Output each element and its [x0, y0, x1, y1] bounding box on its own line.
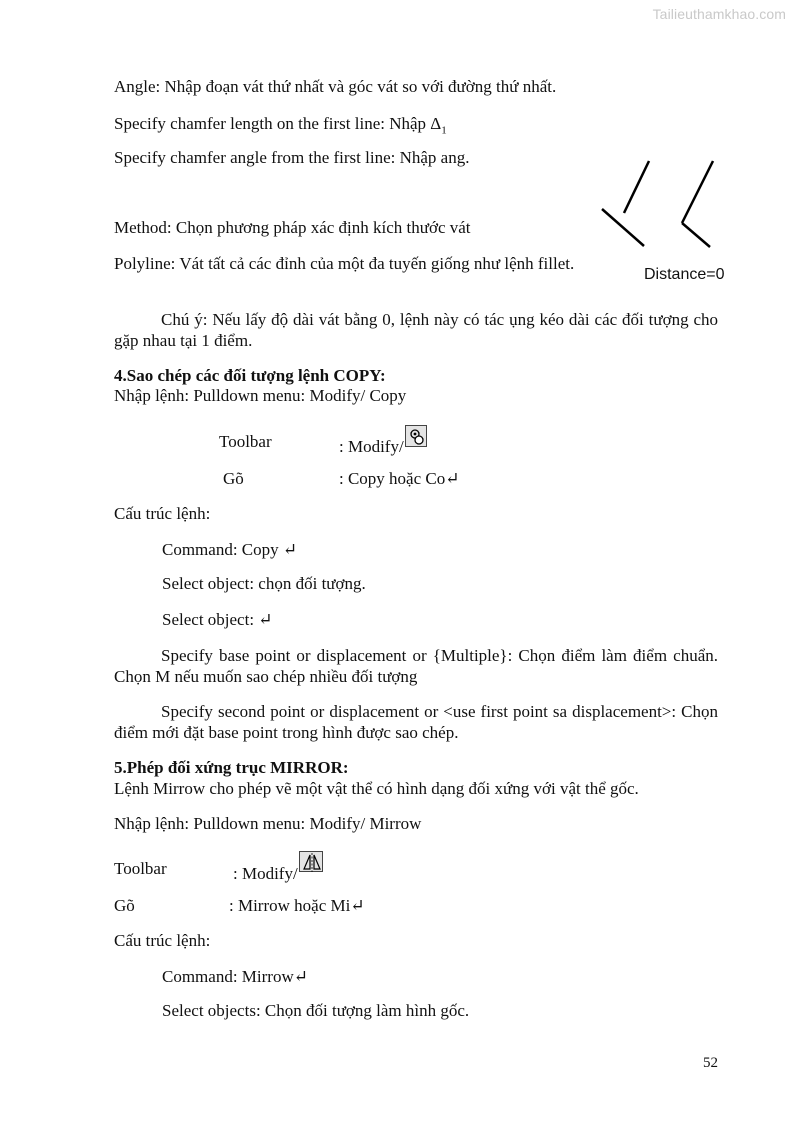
copy-select-object-1: Select object: chọn đối tượng.: [162, 574, 366, 593]
chamfer-method-line: Method: Chọn phương pháp xác định kích thước vát: [114, 218, 471, 237]
chamfer-angle-prompt: Specify chamfer angle from the first line: Nhập ang.: [114, 148, 470, 167]
diagram-line-right-lower: [682, 223, 710, 247]
delta-subscript: 1: [441, 124, 447, 137]
copy-type-label: Gõ: [223, 469, 244, 488]
mirror-toolbar-label: Toolbar: [114, 859, 167, 878]
copy-toolbar-value: : Modify/: [339, 437, 404, 456]
copy-toolbar-label: Toolbar: [219, 432, 272, 451]
mirror-toolbar-row: [233, 851, 323, 883]
mirror-intro-line: Lệnh Mirrow cho phép vẽ một vật thể có hình dạng đối xứng với vật thể gốc.: [114, 779, 639, 798]
copy-heading: 4.Sao chép các đối tượng lệnh COPY:: [114, 366, 386, 385]
mirror-icon-graphic: [300, 852, 324, 873]
mirror-command-line: Command: Mirrow↵: [162, 967, 308, 986]
copy-command-line: Command: Copy ↵: [162, 540, 298, 559]
mirror-select-line: Select objects: Chọn đối tượng làm hình gốc.: [162, 1001, 470, 1020]
mirror-structure-label: Cấu trúc lệnh:: [114, 931, 211, 950]
copy-tool-icon[interactable]: [405, 425, 427, 447]
mirror-tool-icon[interactable]: [299, 851, 323, 872]
chamfer-length-text: Specify chamfer length on the first line: Nhập Δ: [114, 114, 442, 133]
copy-menu-line: Nhập lệnh: Pulldown menu: Modify/ Copy: [114, 386, 407, 405]
chamfer-distance-diagram: [596, 155, 726, 255]
mirror-type-value: : Mirrow hoặc Mi↵: [229, 896, 365, 915]
chamfer-note-para: Chú ý: Nếu lấy độ dài vát bằng 0, lệnh này có tác ụng kéo dài các đối tượng cho gặp nhau tại 1 điểm.: [114, 310, 718, 350]
chamfer-polyline-para: Polyline: Vát tất cả các đỉnh của một đa tuyến giống như lệnh fillet.: [114, 254, 575, 273]
copy-base-point-para: Specify base point or displacement or {Multiple}: Chọn điểm làm điểm chuẩn. Chọn M nếu muốn sao chép nhiều đối tượng: [114, 646, 718, 686]
distance-zero-label: Distance=0: [644, 266, 725, 283]
mirror-type-label: Gõ: [114, 896, 135, 915]
copy-structure-label: Cấu trúc lệnh:: [114, 504, 211, 523]
copy-type-value: : Copy hoặc Co↵: [339, 469, 460, 488]
copy-icon-graphic: [406, 426, 428, 448]
watermark: Tailieuthamkhao.com: [652, 6, 786, 22]
chamfer-length-line: [114, 114, 447, 136]
copy-second-point-para: Specify second point or displacement or <use first point sa displacement>: Chọn điểm mới đặt base point trong hình được sao chép.: [114, 702, 718, 742]
copy-select-object-2: Select object: ↵: [162, 610, 273, 629]
mirror-menu-line: Nhập lệnh: Pulldown menu: Modify/ Mirrow: [114, 814, 422, 833]
diagram-line-left-lower: [602, 209, 644, 246]
mirror-toolbar-value: : Modify/: [233, 864, 298, 883]
chamfer-angle-line: Angle: Nhập đoạn vát thứ nhất và góc vát so với đường thứ nhất.: [114, 77, 557, 96]
page-number: 52: [703, 1055, 718, 1071]
copy-toolbar-row: [339, 425, 427, 456]
mirror-heading: 5.Phép đối xứng trục MIRROR:: [114, 758, 349, 777]
diagram-line-right-upper: [682, 161, 713, 223]
diagram-line-left-upper: [624, 161, 649, 213]
